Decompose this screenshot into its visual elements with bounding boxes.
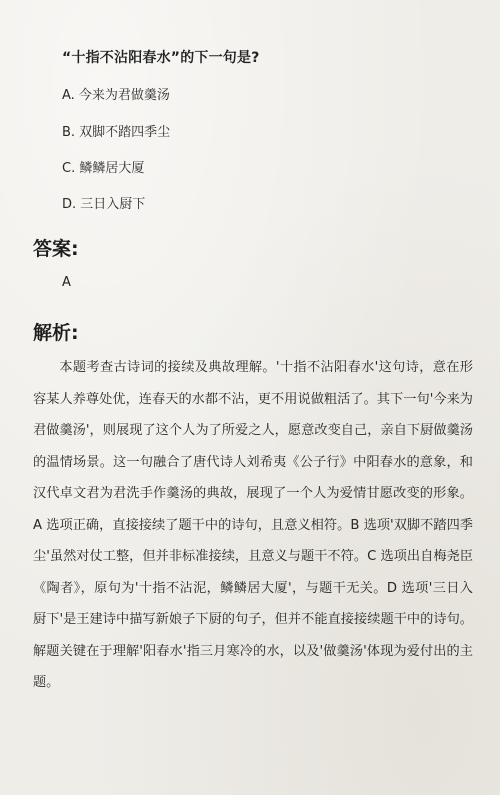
- option-c: C. 鳞鳞居大厦: [62, 161, 145, 176]
- analysis-paragraph: 本题考查古诗词的接续及典故理解。'十指不沾阳春水'这句诗，意在形容某人养尊处优，连春天的水都不沾，更不用说做粗活了。其下一句'今来为君做羹汤'，则展现了这个人为了所爱之人，愿意改变自己，亲自下厨做羹汤的温情场景。这一句融合了唐代诗人刘希夷《公子行》中阳春水的意象，和汉代卓文君为君洗手作羹汤的典故，展现了一个人为爱情甘愿改变的形象。A 选项正确，直接接续了题干中的诗句，且意义相符。B 选项'双脚不踏四季尘'虽然对仗工整，但并非标准接续，且意义与题干不符。C 选项出自梅尧臣《陶者》，原句为'十指不沾泥，鳞鳞居大厦'，与题干无关。D 选项'三日入厨下'是王建诗中描写新娘子下厨的句子，但并不能直接接续题干中的诗句。解题关键在于理解'阳春水'指三月寒冷的水，以及'做羹汤'体现为爱付出的主题。: [33, 360, 473, 690]
- option-a: A. 今来为君做羹汤: [62, 88, 170, 103]
- analysis-heading: 解析:: [33, 322, 79, 344]
- question-text: “十指不沾阳春水”的下一句是?: [62, 50, 260, 66]
- answer-value: A: [62, 275, 71, 290]
- answer-heading: 答案:: [33, 238, 79, 260]
- option-b: B. 双脚不踏四季尘: [62, 125, 171, 140]
- option-d: D. 三日入厨下: [62, 197, 146, 212]
